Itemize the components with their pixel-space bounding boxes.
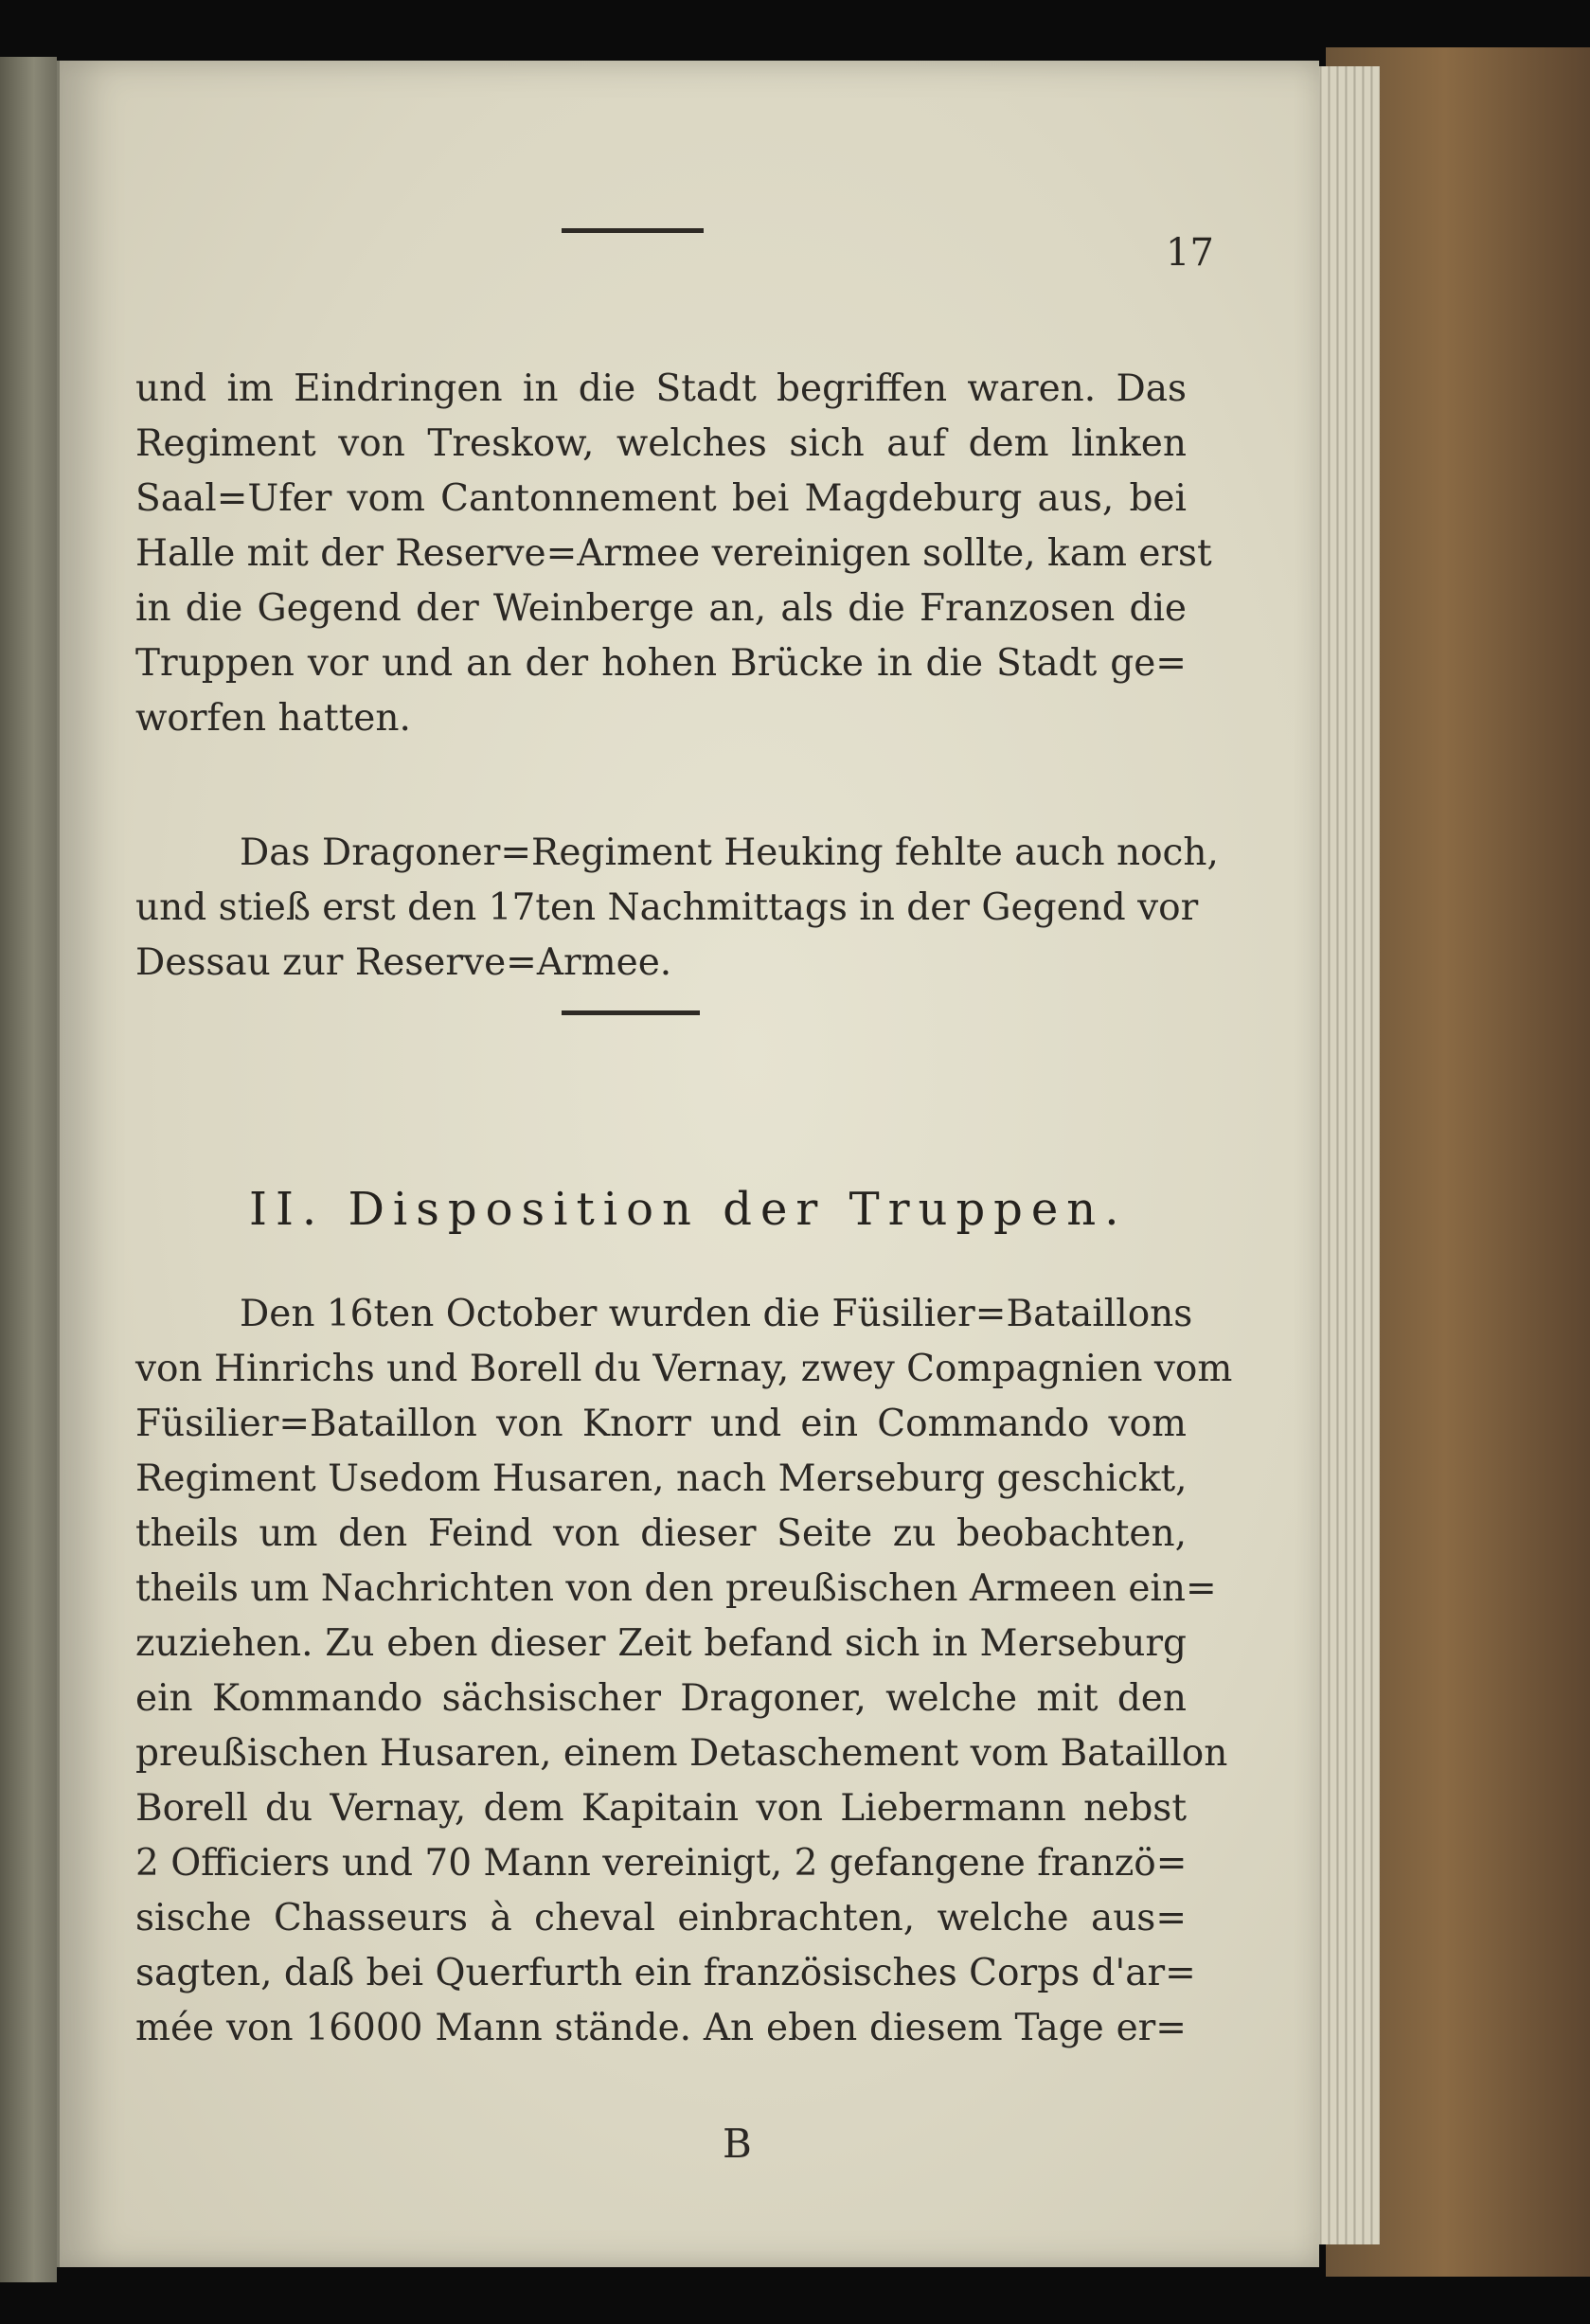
- text-line: ein Kommando sächsischer Dragoner, welche mit den: [135, 1677, 1187, 1720]
- text-line: 2 Officiers und 70 Mann vereinigt, 2 gefangene franzö=: [135, 1842, 1188, 1885]
- text-line: Füsilier=Bataillon von Knorr und ein Commando vom: [135, 1403, 1187, 1445]
- text-line: worfen hatten.: [135, 697, 411, 740]
- text-line: von Hinrichs und Borell du Vernay, zwey Compagnien vom: [135, 1348, 1233, 1390]
- text-line: theils um den Feind von dieser Seite zu beobachten,: [135, 1512, 1187, 1555]
- text-line: Regiment Usedom Husaren, nach Merseburg geschickt,: [135, 1457, 1188, 1500]
- text-line: Saal=Ufer vom Cantonnement bei Magdeburg aus, bei: [135, 477, 1187, 520]
- page-number: 17: [1166, 231, 1214, 275]
- header-rule: [562, 228, 704, 233]
- text-line: Dessau zur Reserve=Armee.: [135, 941, 672, 984]
- text-line: Den 16ten October wurden die Füsilier=Bataillons: [240, 1293, 1193, 1335]
- text-line: preußischen Husaren, einem Detaschement vom Bataillon: [135, 1732, 1228, 1775]
- printer-signature-mark: B: [723, 2120, 752, 2167]
- text-line: Truppen vor und an der hohen Brücke in die Stadt ge=: [135, 642, 1187, 685]
- paragraph-3: [135, 1287, 1233, 2056]
- text-line: sische Chasseurs à cheval einbrachten, welche aus=: [135, 1897, 1187, 1940]
- section-rule: [562, 1010, 700, 1015]
- text-line: und stieß erst den 17ten Nachmittags in der Gegend vor: [135, 886, 1199, 929]
- text-line: Halle mit der Reserve=Armee vereinigen sollte, kam erst: [135, 532, 1212, 575]
- text-line: Borell du Vernay, dem Kapitain von Liebermann nebst: [135, 1787, 1187, 1830]
- text-line: Regiment von Treskow, welches sich auf dem linken: [135, 422, 1187, 465]
- text-line: Das Dragoner=Regiment Heuking fehlte auch noch,: [240, 831, 1219, 874]
- facing-page-edge: [0, 57, 57, 2282]
- book-page: [57, 61, 1319, 2267]
- section-heading: II. Disposition der Truppen.: [249, 1183, 1128, 1236]
- text-line: theils um Nachrichten von den preußischen Armeen ein=: [135, 1567, 1217, 1610]
- text-line: mée von 16000 Mann stände. An eben diesem Tage er=: [135, 2007, 1187, 2049]
- paragraph-1: [135, 362, 1212, 746]
- paragraph-2: [135, 826, 1219, 991]
- text-line: zuziehen. Zu eben dieser Zeit befand sich in Merseburg: [135, 1622, 1187, 1665]
- text-line: sagten, daß bei Querfurth ein französisches Corps d'ar=: [135, 1952, 1196, 1994]
- page-stack-edges: [1312, 66, 1380, 2244]
- text-line: und im Eindringen in die Stadt begriffen waren. Das: [135, 367, 1187, 410]
- text-line: in die Gegend der Weinberge an, als die Franzosen die: [135, 587, 1187, 630]
